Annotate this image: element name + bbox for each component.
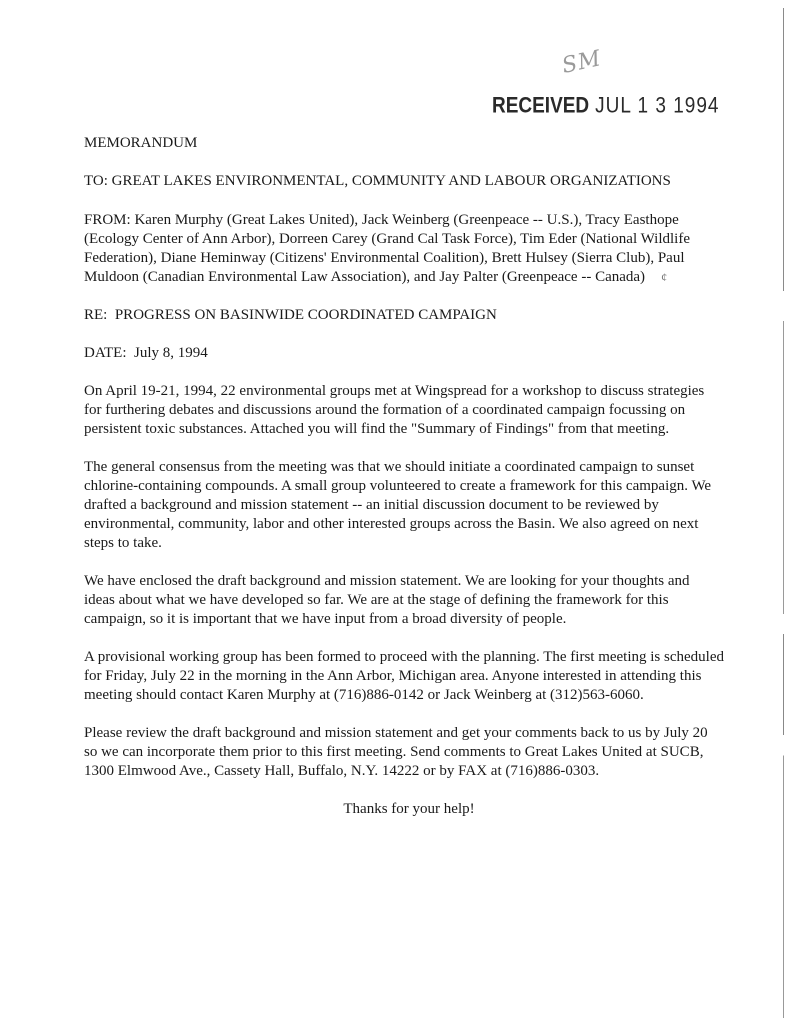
memo-to	[84, 172, 724, 191]
paragraph-working-group: A provisional working group has been formed to proceed with the planning. The first meeting is scheduled for Friday, July 22 in the morning in the Ann Arbor, Michigan area. Anyone interested in attending this meeting should contact Karen Murphy at (716)886-0142 or Jack Weinberg at (312)563-6060.	[84, 649, 724, 703]
date-value: July 8, 1994	[134, 345, 208, 361]
scan-edge-line	[783, 8, 784, 1018]
to-recipients: GREAT LAKES ENVIRONMENTAL, COMMUNITY AND LABOUR ORGANIZATIONS	[111, 173, 671, 189]
paragraph-enclosed-draft: We have enclosed the draft background and mission statement. We are looking for your thoughts and ideas about what we have developed so far. We are at the stage of defining the framework for this campaign, so it is important that we have input from a broad diversity of people.	[84, 573, 690, 627]
re-label: RE:	[84, 307, 108, 323]
memo-heading: MEMORANDUM	[84, 135, 198, 151]
memo-subject	[84, 306, 724, 325]
from-label: FROM:	[84, 212, 131, 228]
stray-mark: ¢	[661, 270, 668, 284]
memo-date	[84, 344, 724, 363]
paragraph-review-request: Please review the draft background and mission statement and get your comments back to us by July 20 so we can incorporate them prior to this first meeting. Send comments to Great Lakes United at SUCB, 1300 Elmwood Ave., Cassety Hall, Buffalo, N.Y. 14222 or by FAX at (716)886-0303.	[84, 725, 708, 779]
to-label: TO:	[84, 173, 108, 189]
date-label: DATE:	[84, 345, 127, 361]
received-stamp-label: RECEIVED	[492, 94, 590, 119]
memo-from	[84, 211, 724, 287]
received-stamp-date: JUL 1 3 1994	[595, 94, 720, 119]
paragraph-consensus: The general consensus from the meeting was that we should initiate a coordinated campaign to sunset chlorine-containing compounds. A small group volunteered to create a framework for this campaign. We drafted a background and mission statement -- an initial discussion document to be reviewed by environmental, community, labor and other interested groups across the Basin. We also agreed on next steps to take.	[84, 459, 712, 551]
paragraph-wingspread: On April 19-21, 1994, 22 environmental groups met at Wingspread for a workshop to discuss strategies for furthering debates and discussions around the formation of a coordinated campaign focussing on persistent toxic substances. Attached you will find the "Summary of Findings" from that meeting.	[84, 383, 705, 437]
re-text: PROGRESS ON BASINWIDE COORDINATED CAMPAIGN	[114, 307, 497, 323]
from-senders: Karen Murphy (Great Lakes United), Jack Weinberg (Greenpeace -- U.S.), Tracy Easthope (Ecology Center of Ann Arbor), Dorreen Carey (Grand Cal Task Force), Tim Eder (National Wildlife Federation), Diane Heminway (Citizens' Environmental Coalition), Brett Hulsey (Sierra Club), Paul Muldoon (Canadian Environmental Law Association), and Jay Palter (Greenpeace -- Canada)	[84, 212, 690, 285]
closing-line: Thanks for your help!	[343, 801, 475, 817]
received-stamp	[492, 94, 719, 119]
memo-body	[84, 134, 724, 819]
handwritten-initials: SM	[559, 46, 604, 79]
